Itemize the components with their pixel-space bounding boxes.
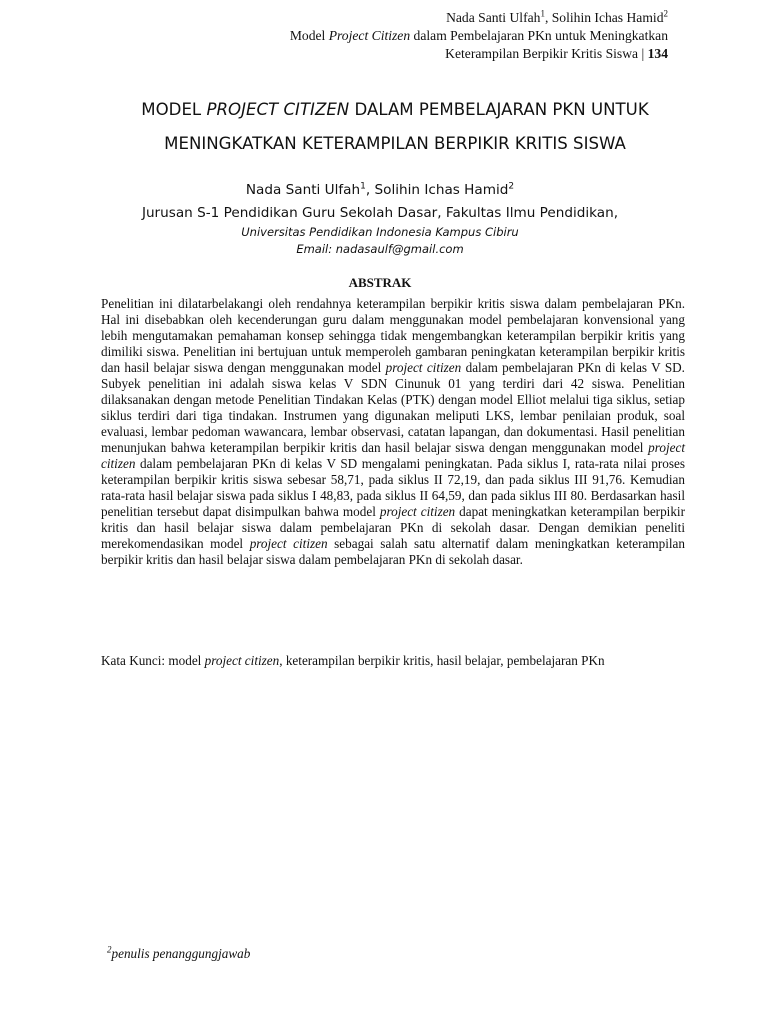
page-number: 134 <box>647 46 668 61</box>
author-1-sup: 1 <box>360 181 366 192</box>
paper-title-line1 <box>60 100 730 119</box>
abstract-part1: Penelitian ini dilatarbelakangi oleh rendahnya keterampilan berpikir kritis siswa dalam pembelajaran PKn. Hal ini disebabkan oleh kecenderungan guru dalam menggunakan model pembelajaran konvensional yang lebih mengutamakan pemahaman konsep sehingga tidak mengembangkan keterampilan berpikir kritis yang dimiliki siswa. Penelitian ini bertujuan untuk memperoleh gambaran peningkatan keterampilan berpikir kritis dan hasil belajar siswa dengan menggunakan model <box>101 296 685 375</box>
author-2-sup: 2 <box>508 181 515 192</box>
running-head-sup1: 1 <box>540 8 545 19</box>
running-head-title-line2 <box>445 45 668 62</box>
rh-sep: | <box>638 46 648 61</box>
keywords-rest: , keterampilan berpikir kritis, hasil belajar, pembelajaran PKn <box>279 653 605 668</box>
abstract-ital2: project citizen <box>101 440 685 471</box>
rh-ital: Project Citizen <box>328 28 411 43</box>
keywords <box>101 653 701 669</box>
title-pre: MODEL <box>141 100 207 119</box>
author-sep: , <box>365 182 375 198</box>
abstract-part5: sebagai salah satu alternatif dalam meningkatkan keterampilan berpikir kritis dan hasil belajar siswa dalam pembelajaran PKn di sekolah dasar. <box>101 536 685 567</box>
rh-pre: Model <box>289 28 329 43</box>
rh-post: dalam Pembelajaran PKn untuk Meningkatkan <box>410 28 668 43</box>
abstract-ital4: project citizen <box>249 536 328 551</box>
university: Universitas Pendidikan Indonesia Kampus Cibiru <box>241 225 519 239</box>
paper-title-line2: MENINGKATKAN KETERAMPILAN BERPIKIR KRITIS SISWA <box>164 134 626 153</box>
title-post: DALAM PEMBELAJARAN PKN UNTUK <box>349 100 649 119</box>
running-head-title-line1 <box>290 27 668 44</box>
abstract-body <box>101 296 685 568</box>
footnote-text: penulis penanggungjawab <box>111 946 251 961</box>
author-email: Email: nadasaulf@gmail.com <box>296 242 464 256</box>
rh-line3: Keterampilan Berpikir Kritis Siswa <box>445 46 639 61</box>
abstract-ital1: project citizen <box>385 360 462 375</box>
author-list <box>60 182 700 198</box>
running-head-author2: , Solihin Ichas Hamid <box>544 10 664 25</box>
department: Jurusan S-1 Pendidikan Guru Sekolah Dasar, Fakultas Ilmu Pendidikan, <box>141 205 619 221</box>
abstract-part4: dapat meningkatkan keterampilan berpikir kritis dan hasil belajar siswa dalam pembelajaran PKn di sekolah dasar. Dengan demikian peneliti merekomendasikan model <box>101 504 685 551</box>
footnote <box>107 946 250 962</box>
abstract-heading: ABSTRAK <box>348 275 412 290</box>
author-1: Nada Santi Ulfah <box>245 182 361 198</box>
running-head-author1: Nada Santi Ulfah <box>446 10 541 25</box>
keywords-label: Kata Kunci: model <box>101 653 205 668</box>
abstract-part3: dalam pembelajaran PKn di kelas V SD mengalami peningkatan. Pada siklus I, rata-rata nilai proses keterampilan berpikir kritis siswa sebesar 58,71, pada siklus II 72,19, dan pada siklus III 91,76. Kemudian rata-rata hasil belajar siswa pada siklus I 48,83, pada siklus II 64,59, dan pada siklus III 80. Berdasarkan hasil penelitian tersebut dapat disimpulkan bahwa model <box>101 456 685 519</box>
footnote-sup: 2 <box>107 944 112 955</box>
running-head-sup2: 2 <box>663 8 668 19</box>
running-head-authors <box>446 9 668 26</box>
title-ital: PROJECT CITIZEN <box>206 100 350 119</box>
keywords-ital: project citizen <box>204 653 280 668</box>
author-2: Solihin Ichas Hamid <box>374 182 509 198</box>
abstract-ital3: project citizen <box>379 504 456 519</box>
abstract-part2: dalam pembelajaran PKn di kelas V SD. Subyek penelitian ini adalah siswa kelas V SDN Cinunuk 01 yang terdiri dari 42 siswa. Penelitian dilaksanakan dengan metode Penelitian Tindakan Kelas (PTK) dengan model Elliot melalui tiga siklus, setiap siklus terdiri dari tiga tindakan. Instrumen yang digunakan meliputi LKS, lembar penilaian produk, soal evaluasi, lembar pedoman wawancara, lembar observasi, catatan lapangan, dan dokumentasi. Hasil penelitian menunjukan bahwa keterampilan berpikir kritis dan hasil belajar siswa dengan menggunakan model <box>101 360 685 455</box>
